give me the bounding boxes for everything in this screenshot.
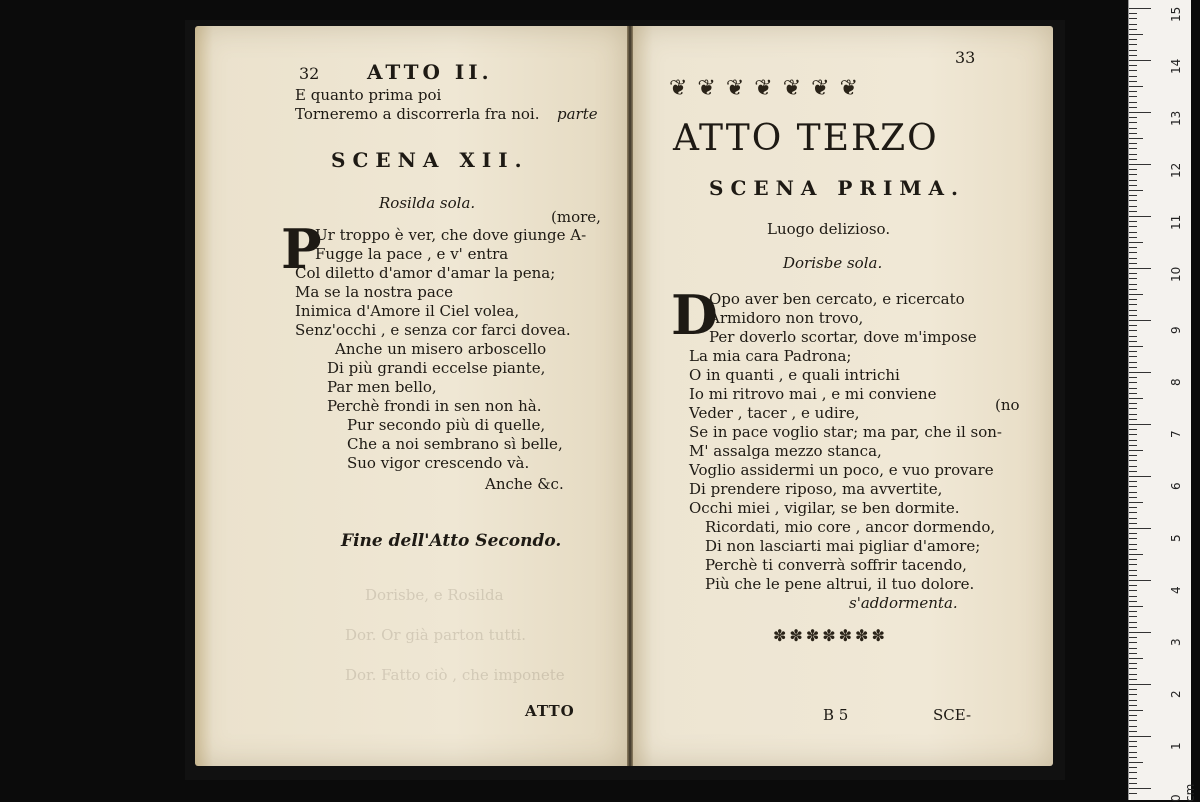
ruler-tick: [1129, 76, 1137, 77]
ruler-tick: [1129, 637, 1137, 638]
verse-line: E quanto prima poi: [295, 86, 442, 104]
ruler-tick: [1129, 159, 1137, 160]
verse-line: Senz'occhi , e senza cor farci dovea.: [295, 321, 571, 339]
verse-line: La mia cara Padrona;: [689, 347, 852, 365]
ruler-tick: [1129, 596, 1137, 597]
character-name: Rosilda sola.: [379, 194, 476, 212]
ruler-tick: [1129, 50, 1137, 51]
ruler-tick: [1129, 200, 1137, 201]
verse-line: Col diletto d'amor d'amar la pena;: [295, 264, 556, 282]
ruler-tick: [1129, 128, 1137, 129]
ruler-tick: [1129, 528, 1151, 529]
ornament-band: ❦❦❦❦❦❦❦: [669, 76, 869, 101]
overflow-word: (no: [995, 396, 1020, 414]
ruler-number: 9: [1169, 326, 1183, 334]
verse-line: Ricordati, mio core , ancor dormendo,: [705, 518, 996, 536]
ruler-tick: [1129, 424, 1151, 425]
ruler-tick: [1129, 122, 1137, 123]
ruler-tick: [1129, 65, 1137, 66]
ruler-tick: [1129, 788, 1151, 789]
ruler-tick: [1129, 783, 1137, 784]
verse-line: Inimica d'Amore il Ciel volea,: [295, 302, 520, 320]
ruler-number: 10: [1169, 266, 1183, 282]
ruler-tick: [1129, 575, 1137, 576]
bleed-through-text: Dor. Fatto ciò , che imponete: [345, 666, 565, 684]
ruler-number: 12: [1169, 162, 1183, 178]
ruler-tick: [1129, 362, 1137, 363]
ruler-number: 3: [1169, 638, 1183, 646]
ruler-number: 4: [1169, 586, 1183, 594]
verse-line: Più che le pene altrui, il tuo dolore.: [705, 575, 975, 593]
ruler-tick: [1129, 304, 1137, 305]
verse-line: Voglio assidermi un poco, e vuo provare: [689, 461, 994, 479]
stage-direction: s'addormenta.: [849, 594, 958, 612]
book: [185, 20, 1065, 780]
verse-line: Di prendere riposo, ma avvertite,: [689, 480, 943, 498]
ruler-tick: [1129, 330, 1137, 331]
ruler-tick: [1129, 96, 1137, 97]
ruler-tick: [1129, 112, 1151, 113]
running-head: ATTO II.: [367, 60, 493, 84]
ruler-tick: [1129, 237, 1137, 238]
setting: Luogo delizioso.: [767, 220, 891, 238]
act-end: Fine dell'Atto Secondo.: [341, 531, 562, 551]
ruler-tick: [1129, 741, 1137, 742]
ruler-tick: [1129, 736, 1151, 737]
character-name: Dorisbe sola.: [783, 254, 883, 272]
ruler-tick: [1129, 232, 1137, 233]
ruler-tick: [1129, 138, 1143, 139]
verse-line: Perchè frondi in sen non hà.: [327, 397, 542, 415]
ruler-tick: [1129, 180, 1137, 181]
ruler-tick: [1129, 450, 1143, 451]
ruler-tick: [1129, 174, 1137, 175]
ruler-tick: [1129, 570, 1137, 571]
ruler-tick: [1129, 393, 1137, 394]
ruler-tick: [1129, 663, 1137, 664]
ruler-tick: [1129, 289, 1137, 290]
ruler-tick: [1129, 169, 1137, 170]
verse-line: Ur troppo è ver, che dove giunge A-: [315, 226, 587, 244]
ruler-number: 8: [1169, 378, 1183, 386]
ruler-tick: [1129, 554, 1143, 555]
verse-line: Fugge la pace , e v' entra: [315, 245, 509, 263]
ruler-tick: [1129, 55, 1137, 56]
signature-mark: B 5: [823, 706, 849, 724]
ruler-tick: [1129, 91, 1137, 92]
ruler-tick: [1129, 440, 1137, 441]
ruler-number: 15: [1169, 6, 1183, 22]
ruler-tick: [1129, 757, 1137, 758]
ruler-number: 6: [1169, 482, 1183, 490]
ruler-tick: [1129, 195, 1137, 196]
overflow-word: (more,: [551, 208, 601, 226]
ruler-tick: [1129, 564, 1137, 565]
ruler-tick: [1129, 752, 1137, 753]
ruler-tick: [1129, 668, 1137, 669]
ruler-number: 13: [1169, 110, 1183, 126]
ruler-number: 1: [1169, 742, 1183, 750]
ruler-tick: [1129, 533, 1137, 534]
verse-line: Torneremo a discorrerla fra noi.: [295, 105, 540, 123]
ruler-tick: [1129, 544, 1137, 545]
verse-line: Che a noi sembrano sì belle,: [347, 435, 563, 453]
ruler-tick: [1129, 622, 1137, 623]
ruler-tick: [1129, 34, 1143, 35]
scene-title: SCENA XII.: [331, 148, 529, 172]
verse-line: Par men bello,: [327, 378, 437, 396]
ruler-tick: [1129, 388, 1137, 389]
ruler-tick: [1129, 616, 1137, 617]
ruler-tick: [1129, 81, 1137, 82]
ruler-tick: [1129, 778, 1137, 779]
ruler-tick: [1129, 13, 1137, 14]
ruler-tick: [1129, 476, 1151, 477]
ruler-tick: [1129, 117, 1137, 118]
ruler-tick: [1129, 694, 1137, 695]
ruler-tick: [1129, 466, 1137, 467]
ruler-tick: [1129, 408, 1137, 409]
ornament-band: ✽✽✽✽✽✽✽: [773, 626, 888, 645]
ruler-tick: [1129, 24, 1137, 25]
ruler-tick: [1129, 39, 1137, 40]
ruler-tick: [1129, 8, 1151, 9]
verse-line: Opo aver ben cercato, e ricercato: [709, 290, 965, 308]
verse-line: M' assalga mezzo stanca,: [689, 442, 882, 460]
ruler-tick: [1129, 627, 1137, 628]
ruler-tick: [1129, 18, 1137, 19]
ruler-number: 2: [1169, 690, 1183, 698]
verse-line: Io mi ritrovo mai , e mi conviene: [689, 385, 937, 403]
ruler-tick: [1129, 460, 1137, 461]
right-page: [633, 26, 1053, 766]
ruler-tick: [1129, 372, 1151, 373]
ruler-tick: [1129, 273, 1137, 274]
ruler-tick: [1129, 601, 1137, 602]
ruler-tick: [1129, 154, 1137, 155]
ruler-tick: [1129, 221, 1137, 222]
ruler-tick: [1129, 606, 1143, 607]
ruler-tick: [1129, 367, 1137, 368]
ruler-tick: [1129, 252, 1137, 253]
ruler-tick: [1129, 351, 1137, 352]
ruler-tick: [1129, 346, 1143, 347]
verse-line: Di più grandi eccelse piante,: [327, 359, 546, 377]
verse-line: Ma se la nostra pace: [295, 283, 454, 301]
ruler-tick: [1129, 247, 1137, 248]
ruler-tick: [1129, 278, 1137, 279]
ruler-tick: [1129, 419, 1137, 420]
ruler-tick: [1129, 356, 1137, 357]
ruler-tick: [1129, 715, 1137, 716]
ruler-tick: [1129, 512, 1137, 513]
ruler-number: 5: [1169, 534, 1183, 542]
verse-line: Anche un misero arboscello: [335, 340, 547, 358]
verse-line: Perchè ti converrà soffrir tacendo,: [705, 556, 967, 574]
ruler-tick: [1129, 632, 1151, 633]
ruler-tick: [1129, 486, 1137, 487]
ruler-tick: [1129, 523, 1137, 524]
scene-title: SCENA PRIMA.: [709, 176, 966, 200]
ruler-tick: [1129, 471, 1137, 472]
ruler-tick: [1129, 107, 1137, 108]
catchword: SCE-: [933, 706, 972, 724]
ruler-tick: [1129, 336, 1137, 337]
ruler-tick: [1129, 492, 1137, 493]
ruler-tick: [1129, 684, 1151, 685]
ruler-tick: [1129, 133, 1137, 134]
page-number-left: 32: [299, 64, 320, 83]
ruler-tick: [1129, 299, 1137, 300]
ruler-tick: [1129, 315, 1137, 316]
ruler-tick: [1129, 445, 1137, 446]
stage-direction: parte: [557, 105, 598, 123]
ruler-tick: [1129, 731, 1137, 732]
ruler-number: 11: [1169, 214, 1183, 230]
act-title: ATTO TERZO: [673, 118, 939, 159]
ruler-tick: [1129, 398, 1143, 399]
ruler-tick: [1129, 268, 1151, 269]
ruler-tick: [1129, 590, 1137, 591]
ruler-tick: [1129, 674, 1137, 675]
ruler-tick: [1129, 148, 1137, 149]
ruler-number: 7: [1169, 430, 1183, 438]
verse-line: Occhi miei , vigilar, se ben dormite.: [689, 499, 960, 517]
ruler-tick: [1129, 726, 1137, 727]
ruler-tick: [1129, 793, 1137, 794]
ruler-tick: [1129, 86, 1143, 87]
ruler-tick: [1129, 434, 1137, 435]
measurement-ruler: [1128, 0, 1197, 802]
ruler-number: 14: [1169, 58, 1183, 74]
ruler-tick: [1129, 403, 1137, 404]
ruler-tick: [1129, 502, 1143, 503]
ruler-tick: [1129, 29, 1137, 30]
ruler-tick: [1129, 44, 1137, 45]
ruler-tick: [1129, 429, 1137, 430]
ruler-tick: [1129, 658, 1143, 659]
ruler-tick: [1129, 258, 1137, 259]
ruler-tick: [1129, 325, 1137, 326]
ruler-tick: [1129, 767, 1137, 768]
anche-refrain: Anche &c.: [485, 475, 564, 493]
ruler-tick: [1129, 414, 1137, 415]
ruler-tick: [1129, 60, 1151, 61]
left-page: [195, 26, 627, 766]
verse-line: Armidoro non trovo,: [709, 309, 864, 327]
bleed-through-text: Dorisbe, e Rosilda: [365, 586, 504, 604]
bleed-through-text: Dor. Or già parton tutti.: [345, 626, 526, 644]
ruler-tick: [1129, 705, 1137, 706]
ruler-tick: [1129, 190, 1143, 191]
ruler-tick: [1129, 497, 1137, 498]
ruler-tick: [1129, 242, 1143, 243]
ruler-tick: [1129, 700, 1137, 701]
ruler-tick: [1129, 772, 1137, 773]
ruler-tick: [1129, 762, 1143, 763]
ruler-tick: [1129, 518, 1137, 519]
ruler-tick: [1129, 746, 1137, 747]
ruler-tick: [1129, 648, 1137, 649]
ruler-tick: [1129, 507, 1137, 508]
verse-line: Se in pace voglio star; ma par, che il son-: [689, 423, 1002, 441]
verse-line: Pur secondo più di quelle,: [347, 416, 546, 434]
ruler-tick: [1129, 382, 1137, 383]
ruler-tick: [1129, 611, 1137, 612]
ruler-tick: [1129, 642, 1137, 643]
ruler-tick: [1129, 216, 1151, 217]
ruler-tick: [1129, 580, 1151, 581]
ruler-tick: [1129, 341, 1137, 342]
ruler-tick: [1129, 102, 1137, 103]
verse-line: Veder , tacer , e udire,: [689, 404, 860, 422]
ruler-tick: [1129, 455, 1137, 456]
ruler-tick: [1129, 185, 1137, 186]
catchword: ATTO: [525, 702, 575, 720]
ruler-tick: [1129, 710, 1143, 711]
ruler-tick: [1129, 70, 1137, 71]
ruler-tick: [1129, 320, 1151, 321]
ruler-tick: [1129, 720, 1137, 721]
verse-line: Per doverlo scortar, dove m'impose: [709, 328, 977, 346]
ruler-tick: [1129, 689, 1137, 690]
verse-line: Suo vigor crescendo và.: [347, 454, 530, 472]
ruler-tick: [1129, 310, 1137, 311]
ruler-tick: [1129, 206, 1137, 207]
drop-cap: D: [671, 283, 718, 347]
ruler-tick: [1129, 143, 1137, 144]
ruler-tick: [1129, 679, 1137, 680]
verse-line: O in quanti , e quali intrichi: [689, 366, 900, 384]
ruler-tick: [1129, 481, 1137, 482]
ruler-tick: [1129, 211, 1137, 212]
ruler-tick: [1129, 559, 1137, 560]
ruler-tick: [1129, 263, 1137, 264]
ruler-tick: [1129, 549, 1137, 550]
ruler-tick: [1129, 226, 1137, 227]
ruler-tick: [1129, 284, 1137, 285]
drop-cap: P: [281, 217, 322, 281]
verse-line: Di non lasciarti mai pigliar d'amore;: [705, 537, 981, 555]
ruler-tick: [1129, 538, 1137, 539]
ruler-tick: [1129, 294, 1143, 295]
page-number-right: 33: [955, 48, 976, 67]
ruler-number: 0 cm: [1169, 783, 1197, 802]
ruler-tick: [1129, 585, 1137, 586]
ruler-tick: [1129, 653, 1137, 654]
ruler-tick: [1129, 377, 1137, 378]
ruler-tick: [1129, 164, 1151, 165]
